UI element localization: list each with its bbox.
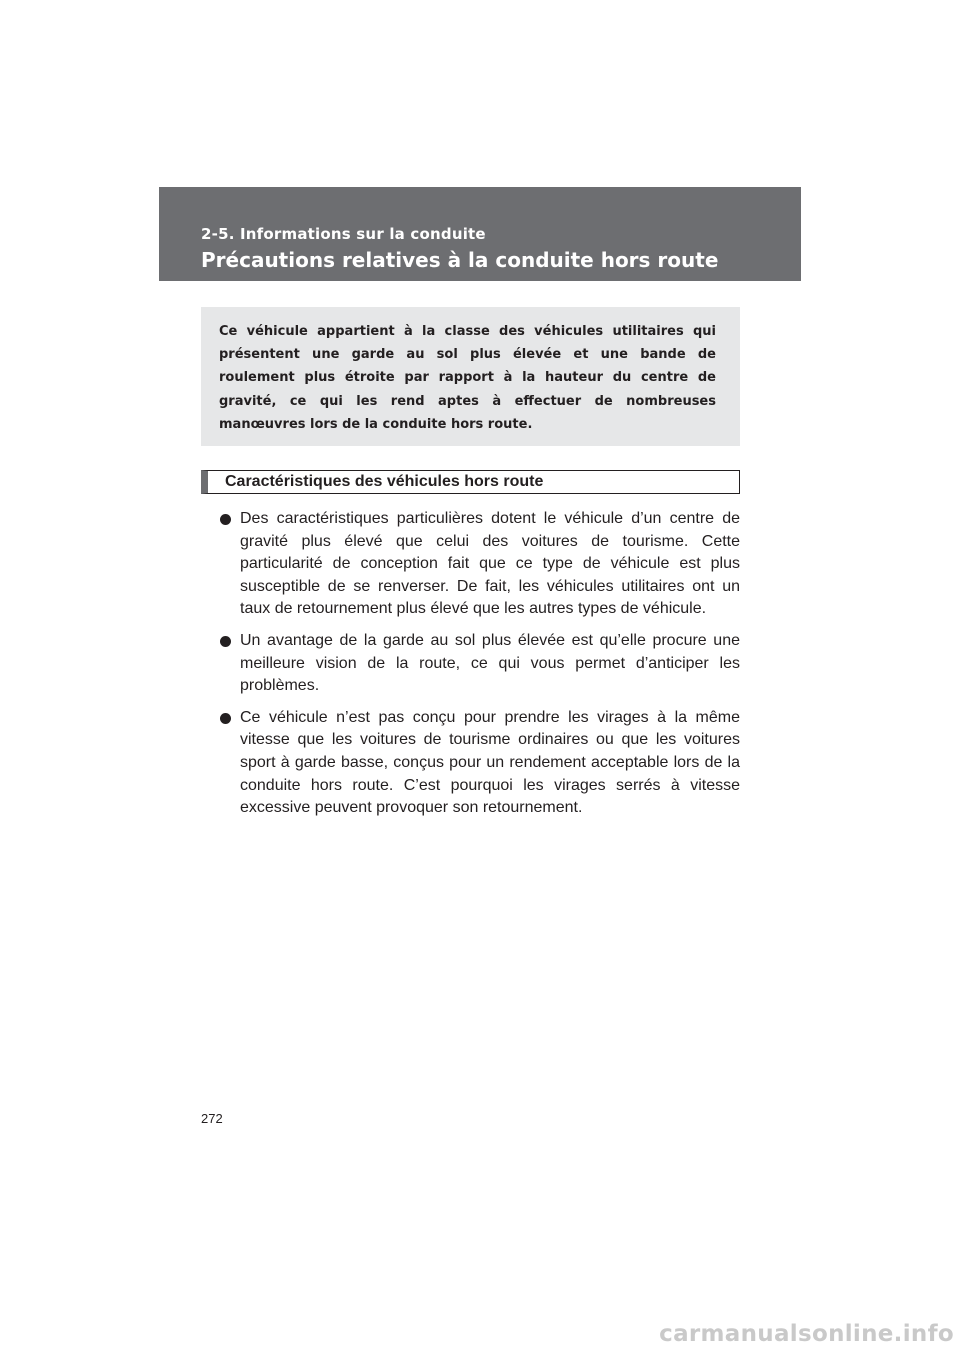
- bullet-text: Ce véhicule n’est pas conçu pour prendre les virages à la même vitesse que les voitures de tourisme ordinaires ou que les voitures sport à garde basse, conçus pour un rendement acceptable lors de la conduite hors route. C’est pourquoi les virages serrés à vitesse excessive peuvent provoquer son retournement.: [240, 708, 740, 817]
- bullet-text: Des caractéristiques particulières dotent le véhicule d’un centre de gravité plus élevé que celui des voitures de tourisme. Cette particularité de conception fait que ce type de véhicule est plus susceptible de se renverser. De fait, les véhicules utilitaires ont un taux de retournement plus élevé que les autres types de véhicule.: [240, 510, 740, 618]
- intro-box: [201, 307, 740, 446]
- page-header: [159, 187, 801, 281]
- page-title: Précautions relatives à la conduite hors route: [201, 248, 719, 272]
- section-label: 2-5. Informations sur la conduite: [201, 225, 486, 243]
- section-heading: Caractéristiques des véhicules hors route: [201, 470, 740, 494]
- bullet-item: [219, 630, 740, 698]
- intro-text: Ce véhicule appartient à la classe des véhicules utilitaires qui présentent une garde au sol plus élevée et une bande de roulement plus étroite par rapport à la hauteur du centre de gravité, ce qui les rend aptes à effectuer de nombreuses manœuvres lors de la conduite hors route.: [219, 324, 716, 432]
- bullet-icon: [220, 514, 231, 525]
- bullet-item: [219, 508, 740, 621]
- bullet-text: Un avantage de la garde au sol plus élevée est qu’elle procure une meilleure vision de la route, ce qui vous permet d’anticiper les problèmes.: [240, 631, 740, 695]
- page-number: 272: [201, 1111, 223, 1126]
- bullet-list: [219, 508, 740, 820]
- bullet-icon: [220, 636, 231, 647]
- bullet-icon: [220, 713, 231, 724]
- bullet-item: [219, 707, 740, 820]
- watermark: carmanualsonline.info: [659, 1321, 954, 1347]
